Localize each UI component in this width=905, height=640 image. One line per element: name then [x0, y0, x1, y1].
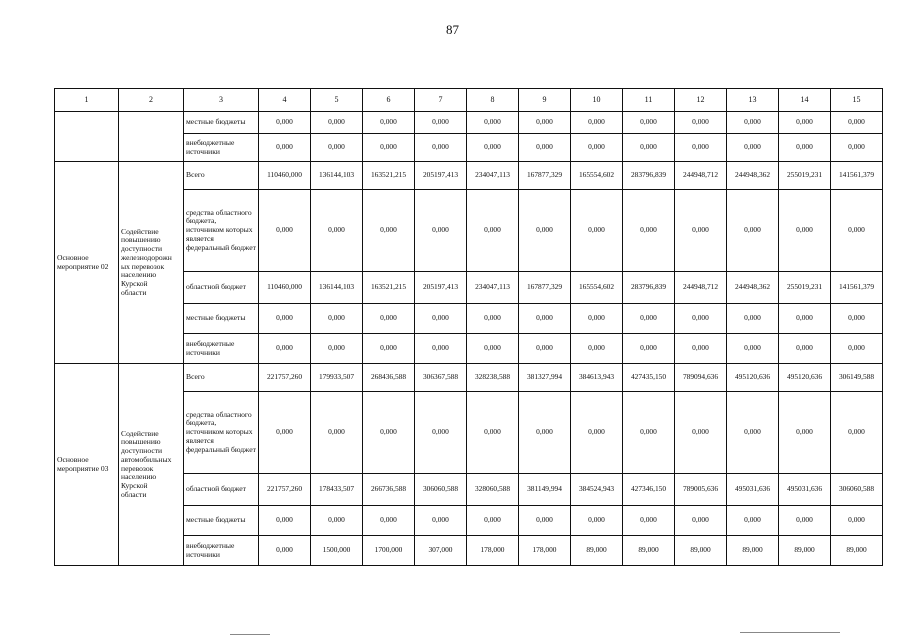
value-cell: 89,000 — [675, 536, 727, 566]
value-cell: 427435,150 — [623, 364, 675, 392]
description-line: населению — [121, 472, 157, 482]
column-header: 11 — [623, 89, 675, 112]
value-cell: 0,000 — [415, 304, 467, 334]
value-cell: 89,000 — [623, 536, 675, 566]
value-cell: 0,000 — [415, 190, 467, 272]
funding-source: средства областного бюджета, источником которых является федеральный бюджет — [184, 392, 259, 474]
value-cell: 0,000 — [727, 334, 779, 364]
table-body — [55, 112, 883, 566]
value-cell: 0,000 — [779, 304, 831, 334]
value-cell: 0,000 — [623, 334, 675, 364]
value-cell: 381327,994 — [519, 364, 571, 392]
column-header: 10 — [571, 89, 623, 112]
value-cell: 0,000 — [571, 134, 623, 162]
value-cell: 141561,379 — [831, 162, 883, 190]
value-cell: 0,000 — [831, 134, 883, 162]
value-cell: 89,000 — [571, 536, 623, 566]
measure-description — [119, 162, 184, 364]
value-cell: 0,000 — [779, 506, 831, 536]
value-cell: 0,000 — [259, 392, 311, 474]
value-cell: 244948,712 — [675, 162, 727, 190]
column-header: 5 — [311, 89, 363, 112]
value-cell: 0,000 — [259, 190, 311, 272]
funding-source: внебюджетные источники — [184, 536, 259, 566]
value-cell: 0,000 — [363, 134, 415, 162]
value-cell: 179933,507 — [311, 364, 363, 392]
header-row — [55, 89, 883, 112]
funding-source: Всего — [184, 162, 259, 190]
value-cell: 141561,379 — [831, 272, 883, 304]
value-cell: 163521,215 — [363, 162, 415, 190]
column-header: 15 — [831, 89, 883, 112]
description-line: железнодорожн — [121, 252, 172, 262]
value-cell: 0,000 — [623, 506, 675, 536]
description-line: автомобильных — [121, 454, 172, 464]
value-cell: 0,000 — [831, 190, 883, 272]
value-cell: 0,000 — [571, 392, 623, 474]
table-row — [55, 112, 883, 134]
value-cell: 221757,260 — [259, 474, 311, 506]
funding-source: областной бюджет — [184, 474, 259, 506]
value-cell: 0,000 — [779, 334, 831, 364]
value-cell: 381149,994 — [519, 474, 571, 506]
value-cell: 89,000 — [779, 536, 831, 566]
value-cell: 0,000 — [623, 112, 675, 134]
value-cell: 283796,839 — [623, 162, 675, 190]
column-header: 8 — [467, 89, 519, 112]
value-cell: 0,000 — [363, 190, 415, 272]
column-header: 2 — [119, 89, 184, 112]
value-cell: 0,000 — [363, 112, 415, 134]
value-cell: 427346,150 — [623, 474, 675, 506]
funding-source: внебюджетные источники — [184, 334, 259, 364]
value-cell: 0,000 — [415, 506, 467, 536]
value-cell: 0,000 — [519, 334, 571, 364]
description-line: перевозок — [121, 463, 154, 473]
value-cell: 0,000 — [311, 334, 363, 364]
description-line: повышению — [121, 437, 161, 447]
value-cell: 0,000 — [779, 392, 831, 474]
description-line: Курской — [121, 278, 148, 288]
description-line: Содействие — [121, 428, 159, 438]
value-cell: 0,000 — [571, 334, 623, 364]
value-cell: 306367,588 — [415, 364, 467, 392]
value-cell: 0,000 — [415, 392, 467, 474]
value-cell: 0,000 — [259, 134, 311, 162]
value-cell: 244948,362 — [727, 272, 779, 304]
value-cell: 110460,000 — [259, 162, 311, 190]
column-header: 7 — [415, 89, 467, 112]
value-cell: 0,000 — [519, 112, 571, 134]
value-cell: 110460,000 — [259, 272, 311, 304]
value-cell: 0,000 — [623, 304, 675, 334]
value-cell: 0,000 — [467, 334, 519, 364]
value-cell: 167877,329 — [519, 272, 571, 304]
value-cell: 0,000 — [467, 304, 519, 334]
value-cell: 0,000 — [363, 334, 415, 364]
value-cell: 1500,000 — [311, 536, 363, 566]
value-cell: 0,000 — [623, 392, 675, 474]
value-cell: 0,000 — [311, 190, 363, 272]
value-cell: 0,000 — [311, 134, 363, 162]
value-cell: 0,000 — [519, 304, 571, 334]
value-cell: 0,000 — [727, 112, 779, 134]
measure-name: Основное мероприятие 02 — [55, 162, 119, 364]
value-cell: 163521,215 — [363, 272, 415, 304]
funding-source: внебюджетные источники — [184, 134, 259, 162]
value-cell: 495120,636 — [727, 364, 779, 392]
description-line: населению — [121, 270, 157, 280]
value-cell: 328060,588 — [467, 474, 519, 506]
description-line: ых перевозок — [121, 261, 165, 271]
value-cell: 0,000 — [831, 392, 883, 474]
value-cell: 0,000 — [311, 506, 363, 536]
funding-source: средства областного бюджета, источником которых является федеральный бюджет — [184, 190, 259, 272]
value-cell: 89,000 — [831, 536, 883, 566]
value-cell: 306060,588 — [415, 474, 467, 506]
value-cell: 178433,507 — [311, 474, 363, 506]
measure-description — [119, 364, 184, 566]
value-cell: 0,000 — [727, 134, 779, 162]
value-cell: 0,000 — [727, 392, 779, 474]
funding-source: местные бюджеты — [184, 112, 259, 134]
value-cell: 0,000 — [467, 190, 519, 272]
budget-table — [54, 88, 883, 566]
column-header: 4 — [259, 89, 311, 112]
value-cell: 268436,588 — [363, 364, 415, 392]
value-cell: 0,000 — [779, 134, 831, 162]
value-cell: 384613,943 — [571, 364, 623, 392]
funding-source: местные бюджеты — [184, 506, 259, 536]
value-cell: 0,000 — [519, 506, 571, 536]
value-cell: 306060,588 — [831, 474, 883, 506]
value-cell: 0,000 — [623, 134, 675, 162]
value-cell: 0,000 — [675, 190, 727, 272]
value-cell: 0,000 — [363, 392, 415, 474]
value-cell: 0,000 — [519, 392, 571, 474]
scan-edge-mark — [230, 634, 270, 635]
value-cell: 0,000 — [467, 392, 519, 474]
value-cell: 165554,602 — [571, 162, 623, 190]
value-cell: 0,000 — [675, 134, 727, 162]
value-cell: 244948,712 — [675, 272, 727, 304]
description-line: Курской — [121, 480, 148, 490]
value-cell: 0,000 — [415, 112, 467, 134]
description-line: Содействие — [121, 226, 159, 236]
value-cell: 234047,113 — [467, 162, 519, 190]
value-cell: 0,000 — [779, 190, 831, 272]
value-cell: 0,000 — [831, 334, 883, 364]
funding-source: Всего — [184, 364, 259, 392]
description-line: доступности — [121, 446, 163, 456]
value-cell: 0,000 — [467, 506, 519, 536]
value-cell: 0,000 — [519, 190, 571, 272]
funding-source: областной бюджет — [184, 272, 259, 304]
value-cell: 789094,636 — [675, 364, 727, 392]
value-cell: 0,000 — [779, 112, 831, 134]
description-line: области — [121, 489, 147, 499]
value-cell: 0,000 — [675, 304, 727, 334]
value-cell: 0,000 — [259, 334, 311, 364]
value-cell: 0,000 — [571, 304, 623, 334]
value-cell: 165554,602 — [571, 272, 623, 304]
column-header: 14 — [779, 89, 831, 112]
value-cell: 178,000 — [467, 536, 519, 566]
value-cell: 307,000 — [415, 536, 467, 566]
value-cell: 0,000 — [831, 506, 883, 536]
value-cell: 0,000 — [259, 304, 311, 334]
column-header: 3 — [184, 89, 259, 112]
value-cell: 0,000 — [571, 506, 623, 536]
value-cell: 0,000 — [623, 190, 675, 272]
value-cell: 328238,588 — [467, 364, 519, 392]
value-cell: 1700,000 — [363, 536, 415, 566]
column-header: 1 — [55, 89, 119, 112]
description-line: области — [121, 287, 147, 297]
value-cell: 495031,636 — [727, 474, 779, 506]
value-cell: 0,000 — [831, 112, 883, 134]
table-row — [55, 162, 883, 190]
page-number: 87 — [446, 22, 459, 37]
value-cell: 0,000 — [831, 304, 883, 334]
value-cell: 306149,588 — [831, 364, 883, 392]
value-cell: 0,000 — [727, 304, 779, 334]
value-cell: 136144,103 — [311, 272, 363, 304]
value-cell: 0,000 — [727, 190, 779, 272]
column-header: 6 — [363, 89, 415, 112]
value-cell: 789005,636 — [675, 474, 727, 506]
value-cell: 0,000 — [467, 112, 519, 134]
column-header: 9 — [519, 89, 571, 112]
value-cell: 244948,362 — [727, 162, 779, 190]
value-cell: 136144,103 — [311, 162, 363, 190]
value-cell: 0,000 — [675, 506, 727, 536]
value-cell: 0,000 — [259, 112, 311, 134]
value-cell: 0,000 — [675, 334, 727, 364]
table-row — [55, 364, 883, 392]
value-cell: 205197,413 — [415, 272, 467, 304]
value-cell: 0,000 — [727, 506, 779, 536]
value-cell: 0,000 — [311, 112, 363, 134]
value-cell: 0,000 — [259, 506, 311, 536]
value-cell: 221757,260 — [259, 364, 311, 392]
scan-edge-mark — [740, 632, 840, 633]
value-cell: 266736,588 — [363, 474, 415, 506]
value-cell: 0,000 — [571, 190, 623, 272]
description-line: доступности — [121, 244, 163, 254]
value-cell: 0,000 — [363, 506, 415, 536]
value-cell: 0,000 — [519, 134, 571, 162]
description-line: повышению — [121, 235, 161, 245]
value-cell: 0,000 — [675, 392, 727, 474]
funding-source: местные бюджеты — [184, 304, 259, 334]
value-cell: 234047,113 — [467, 272, 519, 304]
value-cell: 0,000 — [311, 392, 363, 474]
value-cell: 495031,636 — [779, 474, 831, 506]
column-header: 12 — [675, 89, 727, 112]
value-cell: 205197,413 — [415, 162, 467, 190]
value-cell: 178,000 — [519, 536, 571, 566]
value-cell: 0,000 — [311, 304, 363, 334]
value-cell: 0,000 — [259, 536, 311, 566]
value-cell: 0,000 — [571, 112, 623, 134]
value-cell: 255019,231 — [779, 162, 831, 190]
value-cell: 0,000 — [467, 134, 519, 162]
value-cell: 167877,329 — [519, 162, 571, 190]
column-header: 13 — [727, 89, 779, 112]
continued-description-cell — [119, 112, 184, 162]
value-cell: 0,000 — [675, 112, 727, 134]
value-cell: 255019,231 — [779, 272, 831, 304]
continued-name-cell — [55, 112, 119, 162]
value-cell: 283796,839 — [623, 272, 675, 304]
value-cell: 495120,636 — [779, 364, 831, 392]
value-cell: 0,000 — [415, 134, 467, 162]
value-cell: 89,000 — [727, 536, 779, 566]
value-cell: 0,000 — [415, 334, 467, 364]
value-cell: 0,000 — [363, 304, 415, 334]
measure-name: Основное мероприятие 03 — [55, 364, 119, 566]
value-cell: 384524,943 — [571, 474, 623, 506]
